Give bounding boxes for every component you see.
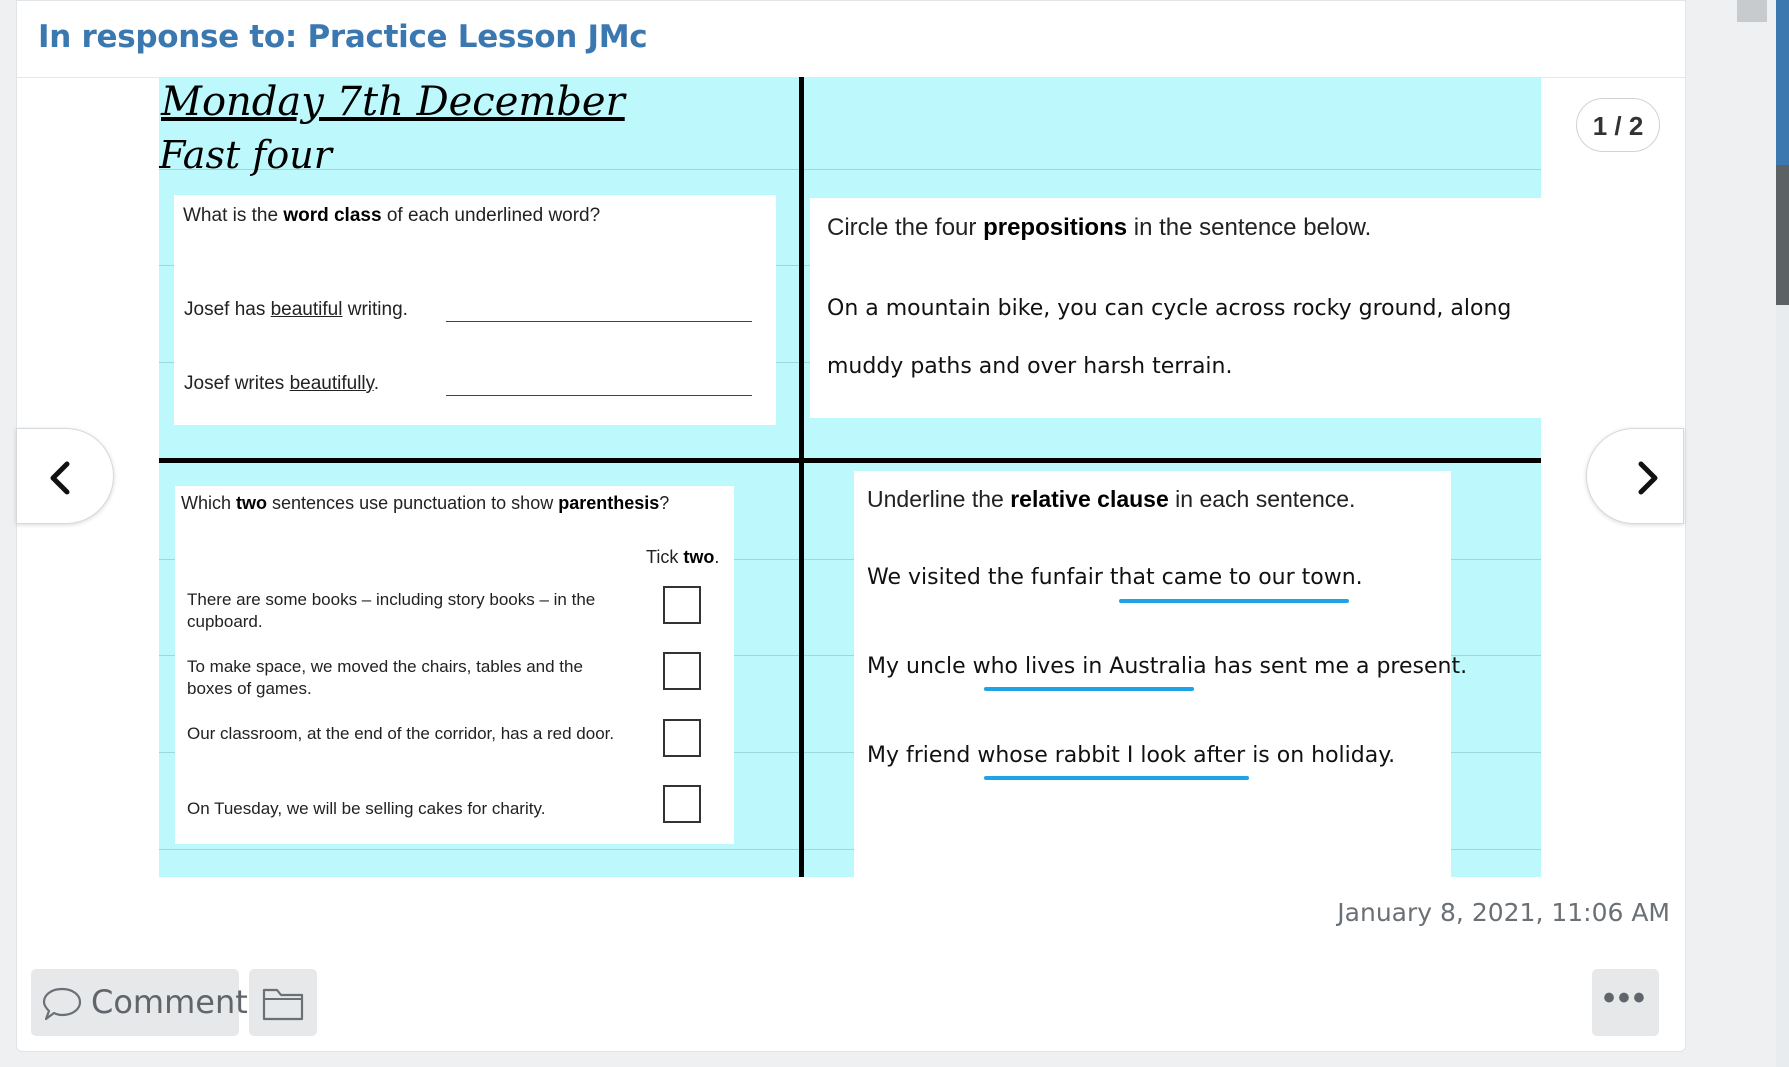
prepositions-sentence-line-2: muddy paths and over harsh terrain.	[827, 354, 1233, 379]
more-icon: •••	[1603, 979, 1648, 1017]
answer-line[interactable]	[446, 321, 752, 322]
speech-bubble-icon	[41, 986, 83, 1022]
tick-checkbox[interactable]	[663, 719, 701, 757]
relative-clause-sentence: My uncle who lives in Australia has sent me a present.	[867, 654, 1468, 679]
quadrant-divider-horizontal	[159, 458, 1541, 463]
word-class-sentence-1: Josef has beautiful writing.	[184, 299, 408, 320]
quadrant-divider-vertical	[799, 77, 804, 877]
scrollbar-accent	[1776, 0, 1789, 165]
chevron-left-icon	[45, 461, 75, 495]
card-header	[17, 1, 1685, 78]
parenthesis-option: Our classroom, at the end of the corridor, has a red door.	[187, 724, 615, 743]
comment-label: Comment	[91, 983, 248, 1021]
tick-checkbox[interactable]	[663, 785, 701, 823]
page-counter: 1 / 2	[1576, 98, 1660, 152]
worksheet-date: Monday 7th December	[161, 79, 625, 125]
pen-underline	[984, 687, 1194, 691]
pen-underline	[1119, 599, 1349, 603]
folder-icon	[261, 984, 305, 1022]
ruled-line	[159, 169, 1541, 170]
parenthesis-option: There are some books – including story books – in the cupboard.	[187, 590, 596, 631]
more-options-button[interactable]	[1592, 969, 1659, 1036]
parenthesis-prompt: Which two sentences use punctuation to show parenthesis?	[181, 493, 670, 513]
parenthesis-panel	[175, 486, 734, 844]
prepositions-sentence-line-1: On a mountain bike, you can cycle across rocky ground, along	[827, 296, 1512, 321]
tick-checkbox[interactable]	[663, 586, 701, 624]
folder-button[interactable]	[249, 969, 317, 1036]
timestamp: January 8, 2021, 11:06 AM	[1337, 898, 1670, 927]
prepositions-prompt: Circle the four prepositions in the sentence below.	[827, 214, 1372, 241]
scrollbar-arrow[interactable]	[1737, 0, 1767, 22]
tick-checkbox[interactable]	[663, 652, 701, 690]
next-page-button[interactable]	[1586, 428, 1684, 524]
pen-underline	[984, 776, 1249, 780]
word-class-prompt: What is the word class of each underlined word?	[183, 205, 601, 226]
response-title[interactable]: In response to: Practice Lesson JMc	[38, 19, 648, 55]
chevron-right-icon	[1633, 461, 1663, 495]
tick-instruction: Tick two.	[646, 547, 720, 567]
worksheet-image[interactable]	[159, 77, 1541, 877]
parenthesis-option: On Tuesday, we will be selling cakes for charity.	[187, 799, 546, 818]
relative-clause-sentence: We visited the funfair that came to our town.	[867, 565, 1363, 590]
word-class-panel	[174, 195, 776, 425]
word-class-sentence-2: Josef writes beautifully.	[184, 373, 380, 394]
relative-clause-sentence: My friend whose rabbit I look after is on holiday.	[867, 743, 1396, 768]
relative-clause-panel	[854, 471, 1468, 877]
relative-clause-prompt: Underline the relative clause in each sentence.	[867, 486, 1356, 512]
worksheet-subtitle: Fast four	[159, 133, 332, 177]
previous-page-button[interactable]	[16, 428, 114, 524]
answer-line[interactable]	[446, 395, 752, 396]
comment-button[interactable]	[31, 969, 248, 1036]
parenthesis-option: To make space, we moved the chairs, tables and the boxes of games.	[187, 657, 583, 698]
prepositions-panel	[810, 198, 1541, 418]
scrollbar-thumb[interactable]	[1776, 165, 1789, 305]
